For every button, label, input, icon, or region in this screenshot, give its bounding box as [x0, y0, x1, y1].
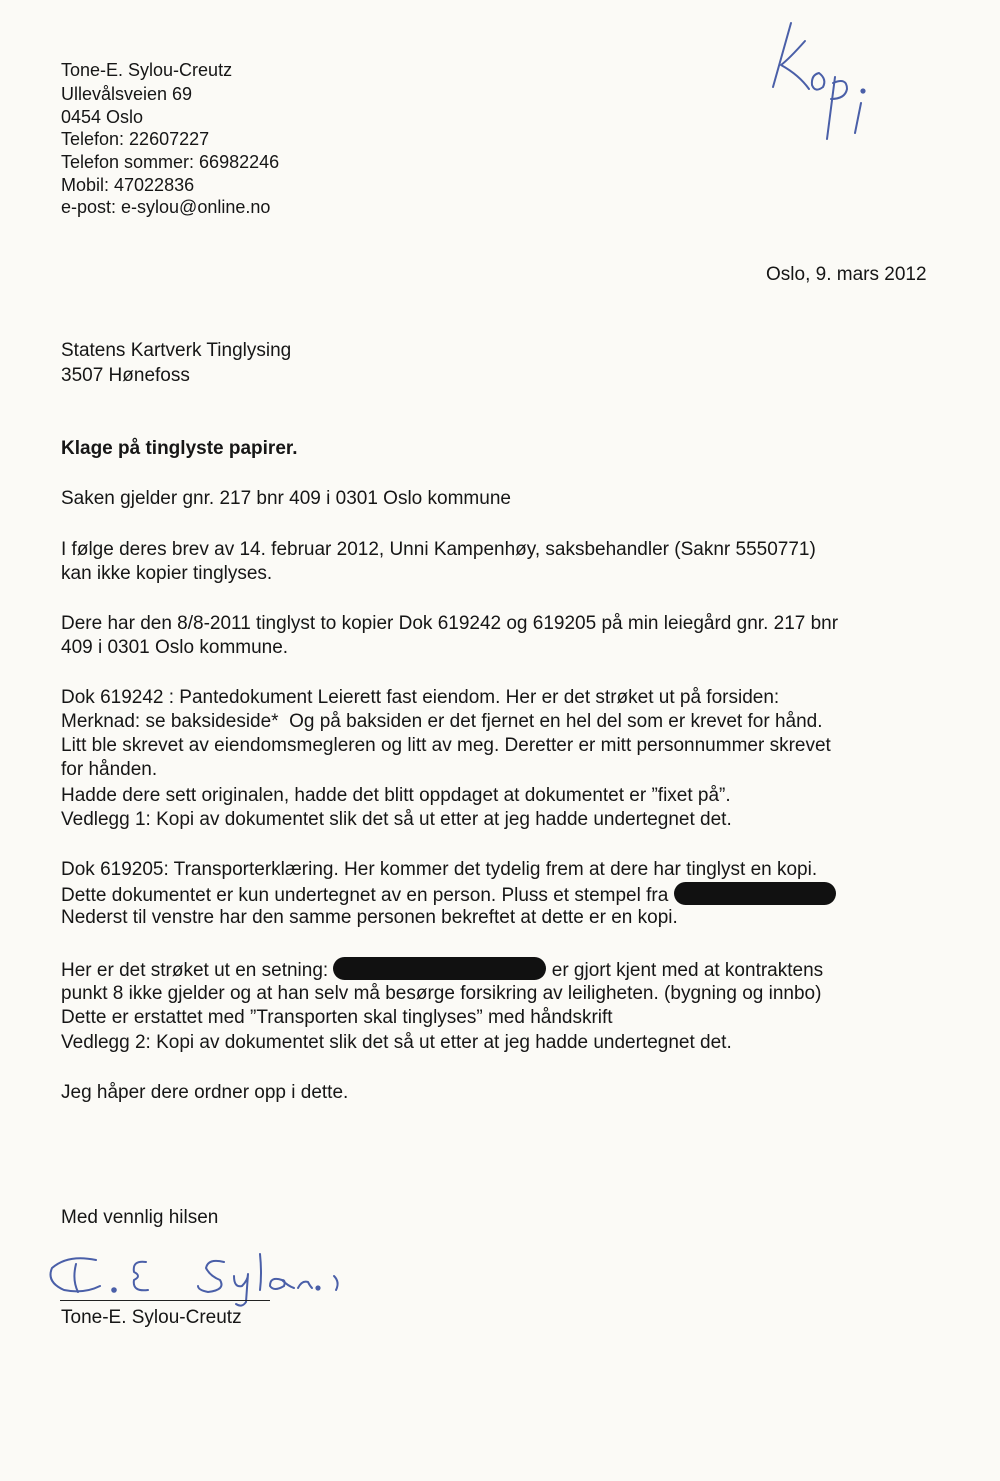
redaction-bar [674, 882, 836, 905]
redaction-bar [333, 957, 546, 980]
valediction: Med vennlig hilsen [61, 1207, 219, 1228]
paragraph-4-text: Dette dokumentet er kun undertegnet av en person. Pluss et stempel fra [61, 885, 674, 906]
paragraph-3-line: Vedlegg 1: Kopi av dokumentet slik det så ut etter at jeg hadde undertegnet det. [61, 809, 732, 830]
sender-street: Ullevålsveien 69 [61, 84, 193, 104]
letter-subject: Klage på tinglyste papirer. [61, 438, 298, 459]
date-line: Oslo, 9. mars 2012 [766, 264, 927, 285]
handwritten-kopi-mark [755, 15, 895, 155]
paragraph-5-text: Her er det strøket ut en setning: [61, 960, 334, 981]
sender-name: Tone-E. Sylou-Creutz [61, 60, 233, 80]
paragraph-3-line: Dok 619242 : Pantedokument Leierett fast eiendom. Her er det strøket ut på forsiden: [61, 687, 780, 708]
paragraph-5-line: Vedlegg 2: Kopi av dokumentet slik det så ut etter at jeg hadde undertegnet det. [61, 1032, 732, 1053]
sender-phone: Telefon: 22607227 [61, 129, 210, 149]
sender-postal: 0454 Oslo [61, 107, 144, 127]
signature-line [60, 1300, 270, 1301]
paragraph-4-line: Dok 619205: Transporterklæring. Her kommer det tydelig frem at dere har tinglyst en kopi. [61, 859, 818, 880]
paragraph-3-line: Merknad: se baksideside* Og på baksiden er det fjernet en hel del som er krevet for hånd. [61, 711, 823, 732]
recipient-name: Statens Kartverk Tinglysing [61, 340, 292, 361]
paragraph-2-line: Dere har den 8/8-2011 tinglyst to kopier Dok 619242 og 619205 på min leiegård gnr. 217 bnr [61, 613, 839, 634]
paragraph-3-line: for hånden. [61, 759, 158, 780]
paragraph-1-line: I følge deres brev av 14. februar 2012, Unni Kampenhøy, saksbehandler (Saknr 5550771) [61, 539, 816, 560]
paragraph-3-line: Hadde dere sett originalen, hadde det blitt oppdaget at dokumentet er ”fixet på”. [61, 785, 731, 806]
paragraph-3-line: Litt ble skrevet av eiendomsmegleren og litt av meg. Deretter er mitt personnummer skrevet [61, 735, 831, 756]
paragraph-1-line: kan ikke kopier tinglyses. [61, 563, 273, 584]
paragraph-5-line: Dette er erstattet med ”Transporten skal tinglyses” med håndskrift [61, 1007, 613, 1028]
sender-phone-summer: Telefon sommer: 66982246 [61, 152, 280, 172]
case-line: Saken gjelder gnr. 217 bnr 409 i 0301 Oslo kommune [61, 488, 511, 509]
paragraph-5-line: punkt 8 ikke gjelder og at han selv må besørge forsikring av leiligheten. (bygning og innbo) [61, 983, 822, 1004]
closing-hope: Jeg håper dere ordner opp i dette. [61, 1082, 349, 1103]
sender-mobile: Mobil: 47022836 [61, 175, 195, 195]
paragraph-5-line [61, 957, 823, 983]
paragraph-4-line [61, 882, 836, 908]
paragraph-5-text: er gjort kjent med at kontraktens [546, 960, 824, 981]
sender-email: e-post: e-sylou@online.no [61, 197, 271, 217]
paragraph-4-line: Nederst til venstre har den samme personen bekreftet at dette er en kopi. [61, 907, 678, 928]
signer-name: Tone-E. Sylou-Creutz [61, 1307, 242, 1328]
recipient-postal: 3507 Hønefoss [61, 365, 190, 386]
paragraph-2-line: 409 i 0301 Oslo kommune. [61, 637, 289, 658]
